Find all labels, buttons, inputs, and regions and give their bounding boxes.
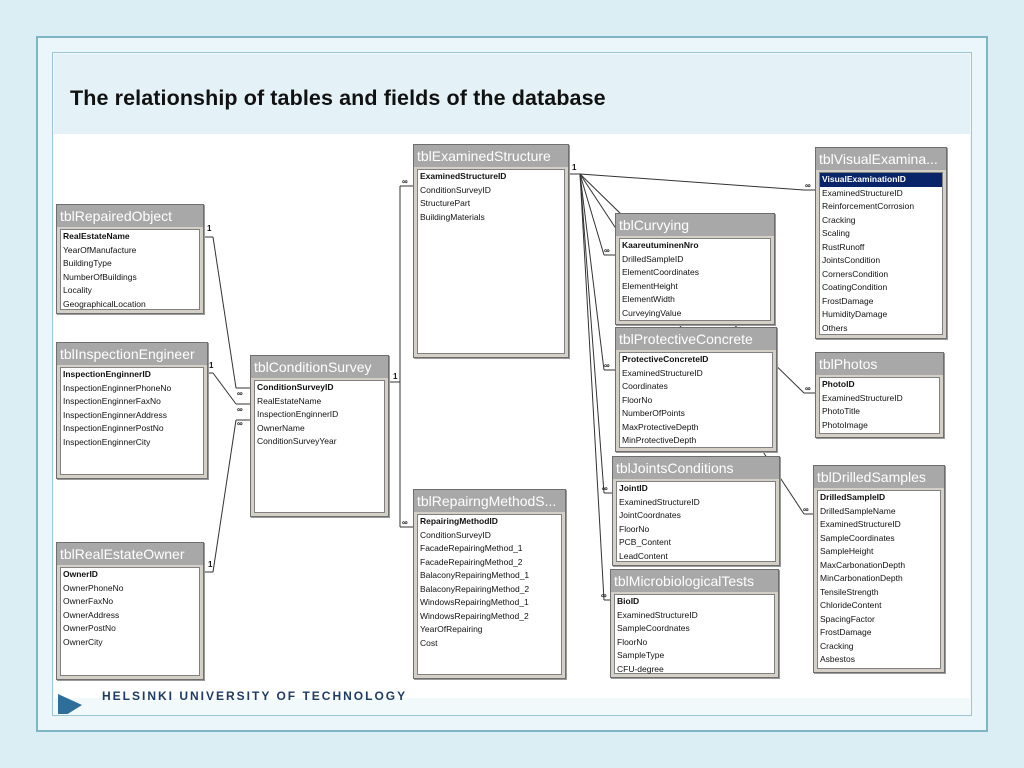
cardinality-one-label: 1 bbox=[209, 361, 214, 370]
table-photos[interactable] bbox=[815, 352, 944, 438]
table-field[interactable]: CornersCondition bbox=[822, 268, 889, 279]
table-field[interactable]: InspectionEnginnerID bbox=[63, 369, 151, 379]
table-title[interactable]: tblRepairedObject bbox=[57, 205, 203, 227]
table-field[interactable]: Others bbox=[822, 322, 848, 333]
table-title[interactable]: tblVisualExamina... bbox=[816, 148, 946, 170]
table-field[interactable]: MaxCarbonationDepth bbox=[820, 559, 906, 570]
table-field[interactable]: FacadeRepairingMethod_2 bbox=[420, 556, 523, 567]
table-field[interactable]: TensileStrength bbox=[820, 586, 879, 597]
footer-text: HELSINKI UNIVERSITY OF TECHNOLOGY bbox=[102, 689, 408, 703]
table-field[interactable]: BalaconyRepairingMethod_2 bbox=[420, 583, 530, 594]
table-title[interactable]: tblDrilledSamples bbox=[814, 466, 944, 488]
table-field[interactable]: ConditionSurveyYear bbox=[257, 436, 337, 446]
cardinality-one-label: 1 bbox=[572, 163, 577, 172]
table-field[interactable]: FloorNo bbox=[619, 523, 650, 534]
table-condition-survey[interactable] bbox=[250, 355, 389, 517]
table-inspection-engineer[interactable] bbox=[56, 342, 208, 479]
table-field[interactable]: DrilledSampleID bbox=[820, 492, 886, 502]
table-title[interactable]: tblInspectionEngineer bbox=[57, 343, 207, 365]
cardinality-many-label: ∞ bbox=[601, 591, 607, 600]
table-field[interactable]: FloorNo bbox=[622, 394, 653, 405]
cardinality-many-label: ∞ bbox=[604, 361, 610, 370]
field-list[interactable] bbox=[619, 238, 771, 321]
field-list[interactable] bbox=[60, 567, 200, 676]
field-list[interactable] bbox=[254, 380, 385, 513]
table-field[interactable]: RepairingMethodID bbox=[420, 516, 498, 526]
table-field[interactable]: BuildingType bbox=[63, 258, 112, 268]
table-field[interactable]: NumberOfPoints bbox=[622, 408, 685, 418]
cardinality-many-label: ∞ bbox=[602, 484, 608, 493]
table-title[interactable]: tblMicrobiologicalTests bbox=[611, 570, 778, 592]
table-title[interactable]: tblPhotos bbox=[816, 353, 943, 375]
table-field[interactable]: CoatingCondition bbox=[822, 282, 888, 292]
table-field[interactable]: RustRunoff bbox=[822, 241, 865, 252]
table-field[interactable]: MinCarbonationDepth bbox=[820, 573, 903, 583]
table-field[interactable]: OwnerAddress bbox=[63, 609, 120, 620]
table-title[interactable]: tblConditionSurvey bbox=[251, 356, 388, 378]
table-visual-examination[interactable] bbox=[815, 147, 947, 339]
table-field[interactable]: ExaminedStructureID bbox=[619, 496, 700, 507]
table-field[interactable]: SampleType bbox=[617, 650, 665, 660]
table-field[interactable]: ElementCoordinates bbox=[622, 267, 700, 277]
cardinality-many-label: ∞ bbox=[803, 505, 809, 514]
table-field[interactable]: KaareutuminenNro bbox=[622, 240, 699, 250]
table-field[interactable]: JointsCondition bbox=[822, 255, 881, 265]
relationship-line bbox=[580, 174, 604, 600]
table-field[interactable]: BioID bbox=[617, 596, 640, 606]
table-title[interactable]: tblRepairngMethodS... bbox=[414, 490, 565, 512]
field-list[interactable] bbox=[60, 229, 200, 310]
relationship-line bbox=[580, 174, 604, 370]
table-field[interactable]: Cracking bbox=[822, 214, 856, 225]
table-field[interactable]: FrostDamage bbox=[820, 627, 872, 637]
table-field[interactable]: RealEstateName bbox=[63, 231, 130, 241]
table-field[interactable]: InspectionEnginnerID bbox=[257, 409, 339, 419]
table-field[interactable]: GeographicalLocation bbox=[63, 298, 146, 309]
cardinality-one-label: 1 bbox=[208, 560, 213, 569]
table-title[interactable]: tblProtectiveConcrete bbox=[616, 328, 776, 350]
table-field[interactable]: ConditionSurveyID bbox=[257, 382, 334, 392]
table-field[interactable]: InspectionEnginnerFaxNo bbox=[63, 396, 161, 406]
table-field[interactable]: FrostDamage bbox=[822, 295, 874, 306]
table-field[interactable]: Locality bbox=[63, 285, 92, 295]
table-field[interactable]: MinProtectiveDepth bbox=[622, 435, 697, 445]
table-field[interactable]: CurveyingValue bbox=[622, 307, 682, 318]
table-field[interactable]: OwnerPostNo bbox=[63, 623, 116, 633]
table-field[interactable]: RealEstateName bbox=[257, 395, 322, 406]
table-field[interactable]: DrilledSampleID bbox=[622, 253, 684, 264]
table-field[interactable]: PCB_Content bbox=[619, 537, 671, 547]
table-field[interactable]: SpacingFactor bbox=[820, 613, 875, 624]
table-repaired-object[interactable] bbox=[56, 204, 204, 314]
table-field[interactable]: PhotoTitle bbox=[822, 406, 860, 416]
cardinality-one-label: 1 bbox=[207, 224, 212, 233]
field-list[interactable] bbox=[819, 377, 940, 434]
relationship-line bbox=[580, 174, 804, 190]
table-title[interactable]: tblJointsConditions bbox=[613, 457, 779, 479]
table-repairing-methods[interactable] bbox=[413, 489, 566, 679]
table-title[interactable]: tblExaminedStructure bbox=[414, 145, 568, 167]
cardinality-many-label: ∞ bbox=[402, 518, 408, 527]
table-field[interactable]: InspectionEnginnerPostNo bbox=[63, 423, 164, 433]
table-field[interactable]: StructurePart bbox=[420, 198, 471, 208]
table-field[interactable]: MaxProtectiveDepth bbox=[622, 421, 699, 432]
field-list[interactable] bbox=[417, 514, 562, 675]
table-field[interactable]: ReinforcementCorrosion bbox=[822, 201, 915, 211]
table-field[interactable]: SampleCoordnates bbox=[617, 623, 690, 633]
table-field[interactable]: OwnerID bbox=[63, 569, 98, 579]
table-field[interactable]: ExaminedStructureID bbox=[820, 519, 901, 529]
table-field[interactable]: WindowsRepairingMethod_1 bbox=[420, 597, 529, 607]
table-field[interactable]: SampleCoordinates bbox=[820, 532, 895, 543]
table-field[interactable]: InspectionEnginnerPhoneNo bbox=[63, 382, 172, 393]
table-field[interactable]: Scaling bbox=[822, 228, 850, 238]
table-field[interactable]: FloorNo bbox=[617, 636, 648, 647]
table-field[interactable]: ElementHeight bbox=[622, 280, 678, 291]
table-field[interactable]: VisualExaminationID bbox=[820, 173, 942, 187]
table-field[interactable]: YearOfRepairing bbox=[420, 624, 483, 634]
relationship-line bbox=[213, 420, 236, 572]
table-field[interactable]: ConditionSurveyID bbox=[420, 529, 491, 540]
table-field[interactable]: PhotoID bbox=[822, 379, 855, 389]
table-field[interactable]: InspectionEnginnerAddress bbox=[63, 409, 167, 420]
table-drilled-samples[interactable] bbox=[813, 465, 945, 673]
table-field[interactable]: JointCoordnates bbox=[619, 510, 681, 520]
table-field[interactable]: ElementWidth bbox=[622, 294, 675, 304]
table-field[interactable]: CFU-degree bbox=[617, 663, 664, 674]
table-field[interactable]: HumidityDamage bbox=[822, 309, 888, 319]
table-field[interactable]: YearOfManufacture bbox=[63, 244, 137, 255]
table-field[interactable]: PhotoImage bbox=[822, 419, 868, 430]
table-field[interactable]: ExaminedStructureID bbox=[617, 609, 698, 620]
table-field[interactable]: Coordinates bbox=[622, 381, 668, 391]
table-field[interactable]: ExaminedStructureID bbox=[822, 187, 903, 198]
table-field[interactable]: OwnerName bbox=[257, 422, 305, 433]
cardinality-many-label: ∞ bbox=[237, 419, 243, 428]
field-list[interactable] bbox=[614, 594, 775, 674]
table-field[interactable]: DrilledSampleName bbox=[820, 505, 896, 516]
table-field[interactable]: InspectionEnginnerCity bbox=[63, 436, 151, 447]
table-field[interactable]: NumberOfBuildings bbox=[63, 271, 137, 282]
slide-title: The relationship of tables and fields of the database bbox=[70, 86, 606, 110]
table-field[interactable]: BalaconyRepairingMethod_1 bbox=[420, 570, 530, 580]
field-list[interactable] bbox=[417, 169, 565, 354]
table-field[interactable]: OwnerCity bbox=[63, 636, 103, 647]
field-list[interactable] bbox=[619, 352, 773, 448]
table-title[interactable]: tblRealEstateOwner bbox=[57, 543, 203, 565]
field-list[interactable] bbox=[817, 490, 941, 669]
table-field[interactable]: BuildingMaterials bbox=[420, 211, 485, 222]
table-field[interactable]: ChlorideContent bbox=[820, 600, 882, 610]
table-field[interactable]: ExaminedStructureID bbox=[420, 171, 507, 181]
cardinality-many-label: ∞ bbox=[805, 181, 811, 190]
table-field[interactable]: OwnerFaxNo bbox=[63, 596, 114, 606]
table-field[interactable]: WindowsRepairingMethod_2 bbox=[420, 610, 529, 621]
table-field[interactable]: Cracking bbox=[820, 640, 854, 651]
relationship-line bbox=[213, 237, 236, 388]
table-field[interactable]: LeadContent bbox=[619, 550, 668, 561]
table-protective-concrete[interactable] bbox=[615, 327, 777, 452]
table-field[interactable]: ExaminedStructureID bbox=[822, 392, 903, 403]
table-field[interactable]: OwnerPhoneNo bbox=[63, 582, 124, 593]
table-curvying[interactable] bbox=[615, 213, 775, 325]
cardinality-many-label: ∞ bbox=[237, 405, 243, 414]
table-field[interactable]: SampleHeight bbox=[820, 546, 874, 556]
cardinality-many-label: ∞ bbox=[604, 246, 610, 255]
field-list[interactable] bbox=[616, 481, 776, 562]
table-field[interactable]: Asbestos bbox=[820, 654, 855, 664]
cardinality-many-label: ∞ bbox=[402, 177, 408, 186]
cardinality-many-label: ∞ bbox=[237, 389, 243, 398]
table-field[interactable]: ProtectiveConcreteID bbox=[622, 354, 709, 364]
cardinality-many-label: ∞ bbox=[805, 384, 811, 393]
table-field[interactable]: Cost bbox=[420, 637, 438, 648]
relationship-line bbox=[213, 373, 236, 404]
table-title[interactable]: tblCurvying bbox=[616, 214, 774, 236]
cardinality-one-label: 1 bbox=[393, 372, 398, 381]
field-list[interactable] bbox=[60, 367, 204, 475]
table-joints-conditions[interactable] bbox=[612, 456, 780, 566]
field-list[interactable] bbox=[819, 172, 943, 335]
table-real-estate-owner[interactable] bbox=[56, 542, 204, 680]
table-field[interactable]: FacadeRepairingMethod_1 bbox=[420, 543, 523, 553]
table-field[interactable]: JointID bbox=[619, 483, 648, 493]
table-microbiological-tests[interactable] bbox=[610, 569, 779, 678]
relationship-line bbox=[580, 174, 604, 493]
table-field[interactable]: ConditionSurveyID bbox=[420, 184, 491, 195]
table-examined-structure[interactable] bbox=[413, 144, 569, 358]
table-field[interactable]: ExaminedStructureID bbox=[622, 367, 703, 378]
